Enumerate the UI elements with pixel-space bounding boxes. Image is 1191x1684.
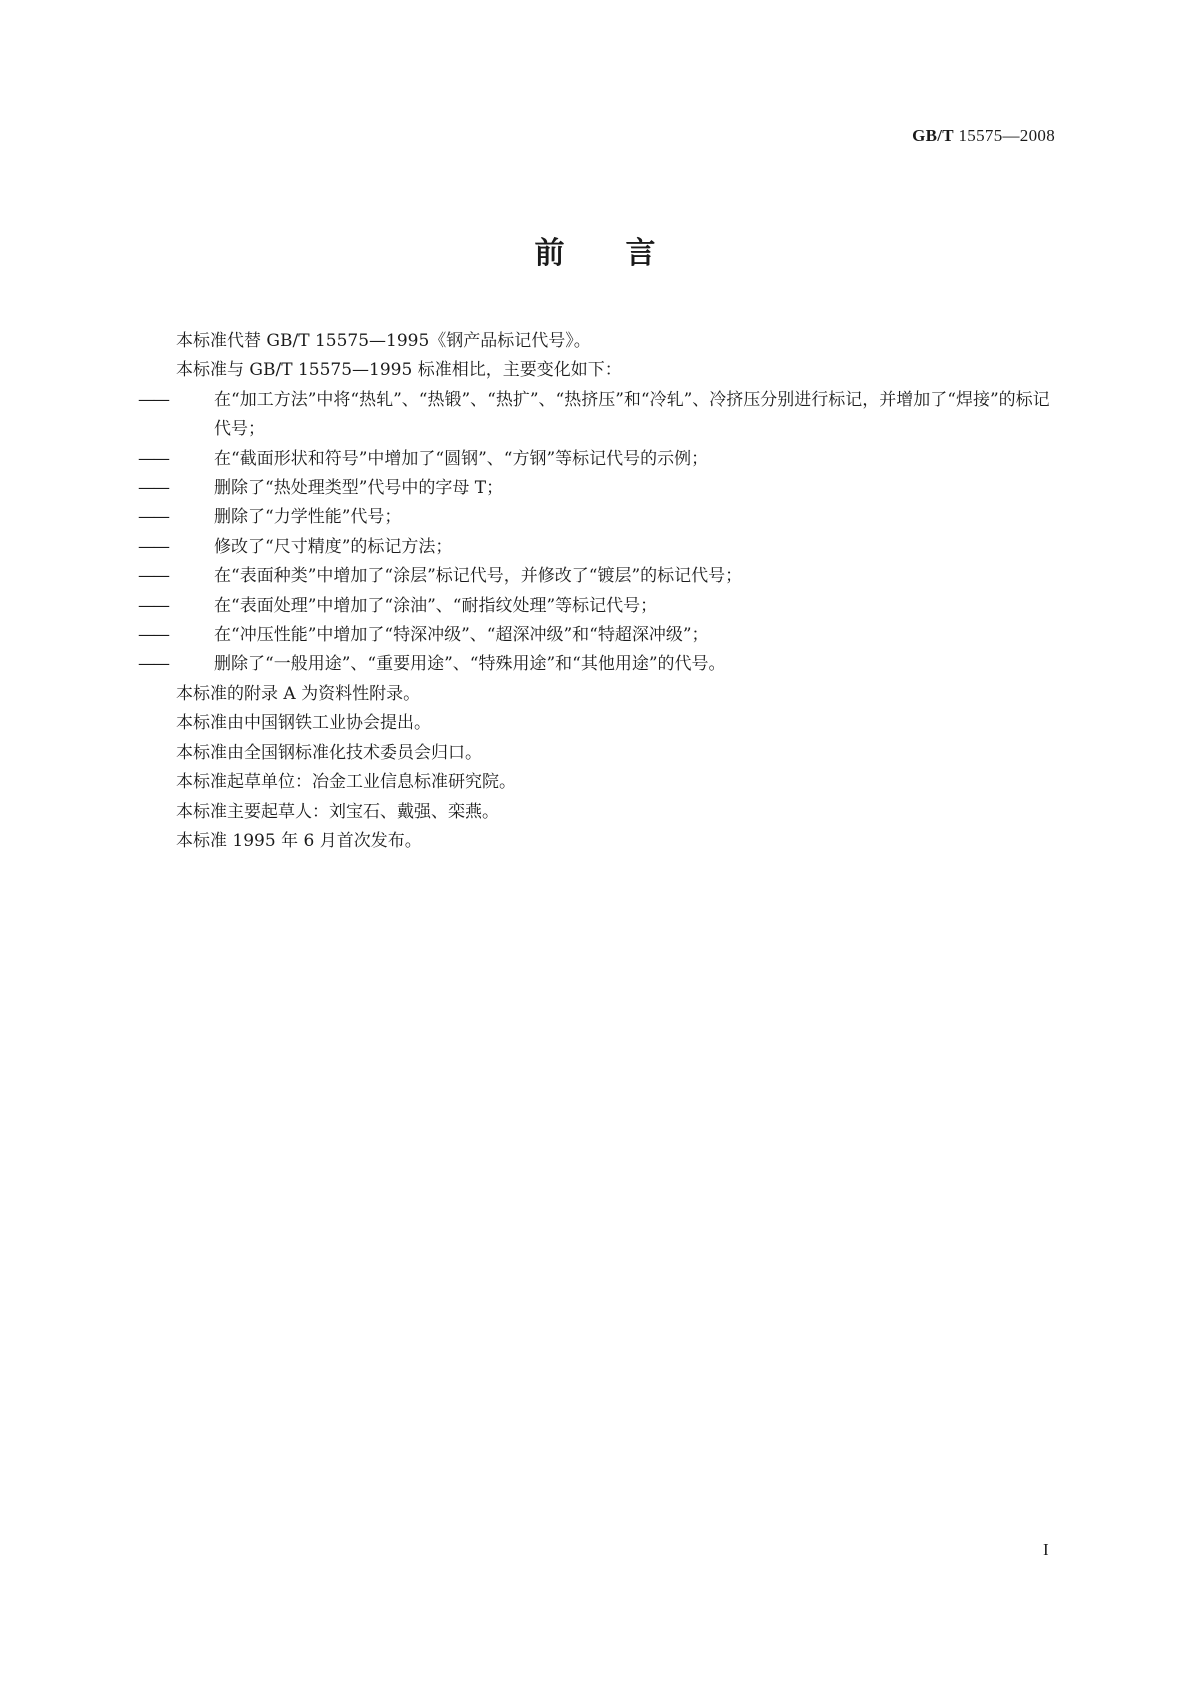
dash-mark: —— [138, 448, 168, 469]
dash-mark: —— [138, 507, 168, 528]
change-item-text: 删除了“一般用途”、“重要用途”、“特殊用途”和“其他用途”的代号。 [214, 654, 726, 675]
appendix-statement: 本标准的附录 A 为资料性附录。 [176, 683, 421, 704]
dash-mark: —— [138, 478, 168, 499]
drafting-unit-statement: 本标准起草单位：冶金工业信息标准研究院。 [176, 772, 516, 793]
dash-mark: —— [138, 625, 168, 646]
page-number: I [1043, 1540, 1049, 1559]
committee-statement: 本标准由全国钢标准化技术委员会归口。 [176, 742, 482, 763]
dash-mark: —— [138, 654, 168, 675]
change-item [138, 650, 1056, 679]
foreword-body [138, 327, 1056, 856]
change-item-text: 在“加工方法”中将“热轧”、“热锻”、“热扩”、“热挤压”和“冷轧”、冷挤压分别进行标记，并增加了“焊接”的标记代号； [214, 389, 1050, 440]
first-release-statement: 本标准 1995 年 6 月首次发布。 [176, 830, 422, 851]
dash-mark: —— [138, 389, 168, 410]
replacement-statement: 本标准代替 GB/T 15575—1995《钢产品标记代号》。 [176, 331, 591, 351]
change-item [138, 592, 1056, 621]
change-item-text: 在“表面种类”中增加了“涂层”标记代号，并修改了“镀层”的标记代号； [214, 566, 743, 587]
change-item [138, 386, 1056, 445]
change-item [138, 503, 1056, 532]
drafters-statement: 本标准主要起草人：刘宝石、戴强、栾燕。 [176, 801, 499, 822]
change-item [138, 562, 1056, 591]
title-char-2: 言 [625, 236, 657, 271]
page-title [0, 228, 1191, 272]
change-item-text: 在“冲压性能”中增加了“特深冲级”、“超深冲级”和“特超深冲级”； [214, 625, 709, 646]
change-item [138, 445, 1056, 474]
document-code [912, 126, 1055, 146]
change-item-text: 删除了“力学性能”代号； [214, 507, 402, 528]
proposer-statement: 本标准由中国钢铁工业协会提出。 [176, 713, 431, 734]
change-item-text: 删除了“热处理类型”代号中的字母 T； [214, 478, 504, 499]
change-item-text: 在“截面形状和符号”中增加了“圆钢”、“方钢”等标记代号的示例； [214, 448, 709, 469]
change-item [138, 474, 1056, 503]
standard-prefix: GB/T [912, 126, 954, 145]
change-item-text: 在“表面处理”中增加了“涂油”、“耐指纹处理”等标记代号； [214, 595, 658, 616]
changes-intro: 本标准与 GB/T 15575—1995 标准相比，主要变化如下： [176, 360, 622, 381]
dash-mark: —— [138, 536, 168, 557]
change-item [138, 533, 1056, 562]
dash-mark: —— [138, 566, 168, 587]
change-item [138, 621, 1056, 650]
standard-number: 15575—2008 [958, 126, 1055, 145]
change-item-text: 修改了“尺寸精度”的标记方法； [214, 536, 453, 557]
dash-mark: —— [138, 595, 168, 616]
title-char-1: 前 [534, 236, 566, 271]
